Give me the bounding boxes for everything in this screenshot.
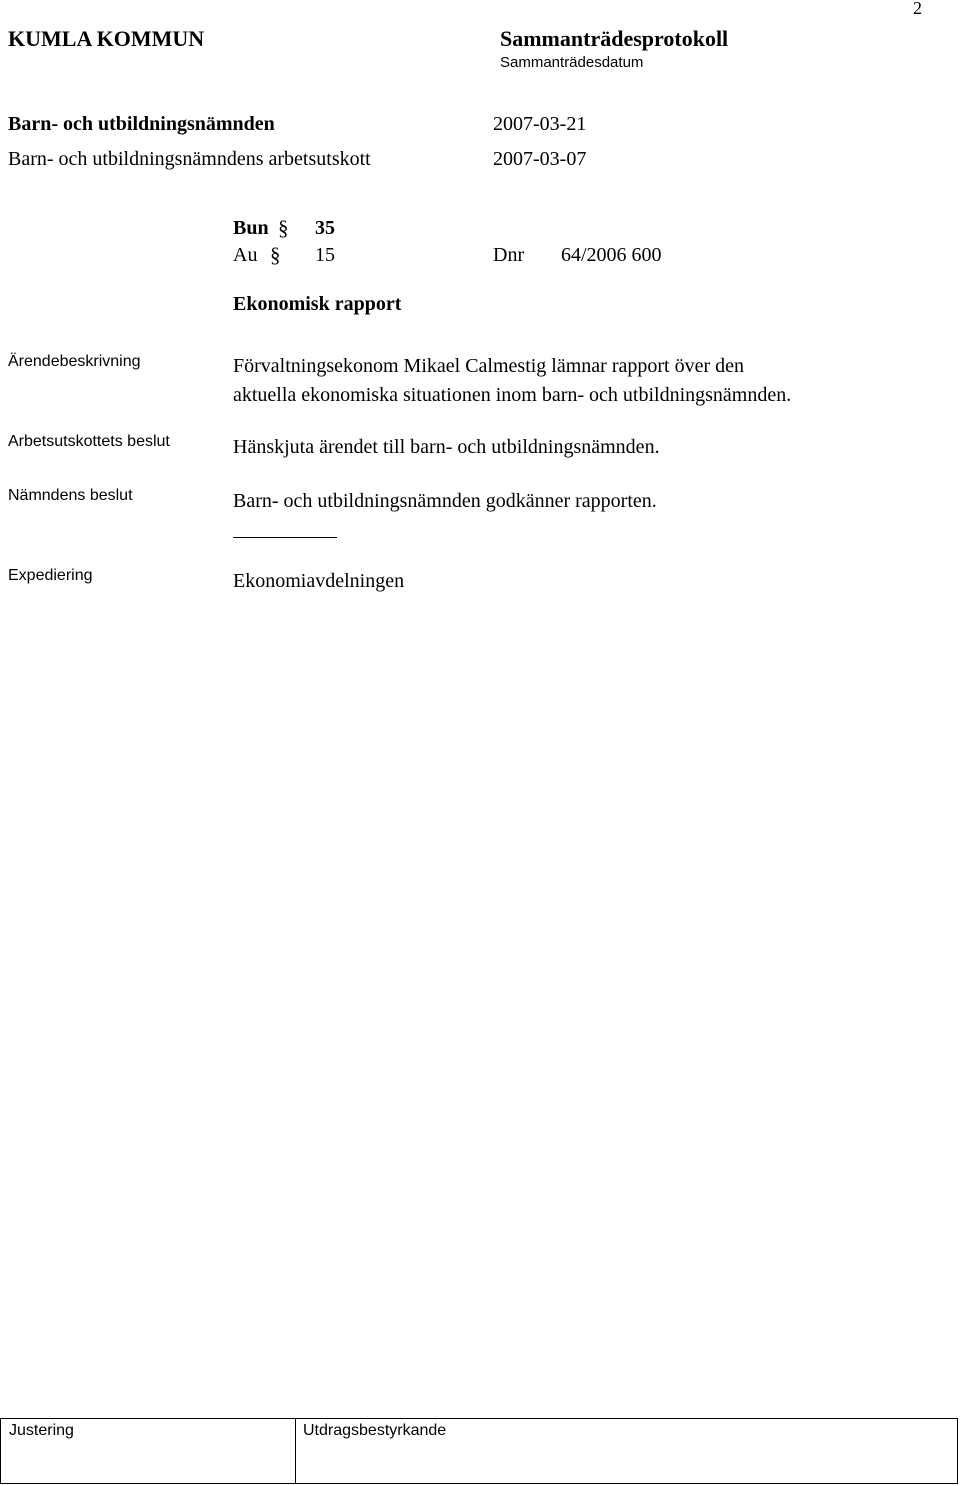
description-line-2: aktuella ekonomiska situationen inom barn- och utbildningsnämnden.	[233, 384, 792, 406]
document-title: Sammanträdesprotokoll	[500, 26, 729, 51]
signature-table-divider	[295, 1419, 296, 1483]
bun-number: 35	[315, 217, 335, 239]
adjustment-label: Justering	[9, 1422, 74, 1439]
description-label: Ärendebeskrivning	[8, 353, 141, 370]
meeting-body-board: Barn- och utbildningsnämnden	[8, 113, 275, 135]
meeting-date-committee: 2007-03-07	[493, 148, 587, 170]
municipality-name: KUMLA KOMMUN	[8, 26, 205, 51]
au-decision-label: Arbetsutskottets beslut	[8, 433, 170, 450]
distribution-text: Ekonomiavdelningen	[233, 570, 405, 592]
au-label: Au	[233, 244, 258, 266]
distribution-label: Expediering	[8, 567, 93, 584]
board-decision-label: Nämndens beslut	[8, 487, 133, 504]
au-decision-text: Hänskjuta ärendet till barn- och utbildningsnämnden.	[233, 436, 660, 458]
certification-label: Utdragsbestyrkande	[303, 1422, 447, 1439]
paragraph-symbol-bun: §	[278, 216, 289, 240]
meeting-date-board: 2007-03-21	[493, 113, 587, 135]
meeting-body-committee: Barn- och utbildningsnämndens arbetsutskott	[8, 148, 371, 170]
paragraph-symbol-au: §	[270, 243, 281, 267]
separator-line	[233, 537, 337, 538]
dnr-value: 64/2006 600	[561, 244, 662, 266]
signature-table	[0, 1418, 958, 1484]
case-title: Ekonomisk rapport	[233, 293, 402, 315]
dnr-label: Dnr	[493, 244, 525, 266]
page-number: 2	[913, 0, 922, 18]
meeting-date-label: Sammanträdesdatum	[500, 54, 644, 71]
bun-label: Bun	[233, 217, 269, 239]
board-decision-text: Barn- och utbildningsnämnden godkänner rapporten.	[233, 490, 657, 512]
au-number: 15	[315, 244, 335, 266]
description-line-1: Förvaltningsekonom Mikael Calmestig lämnar rapport över den	[233, 355, 744, 377]
